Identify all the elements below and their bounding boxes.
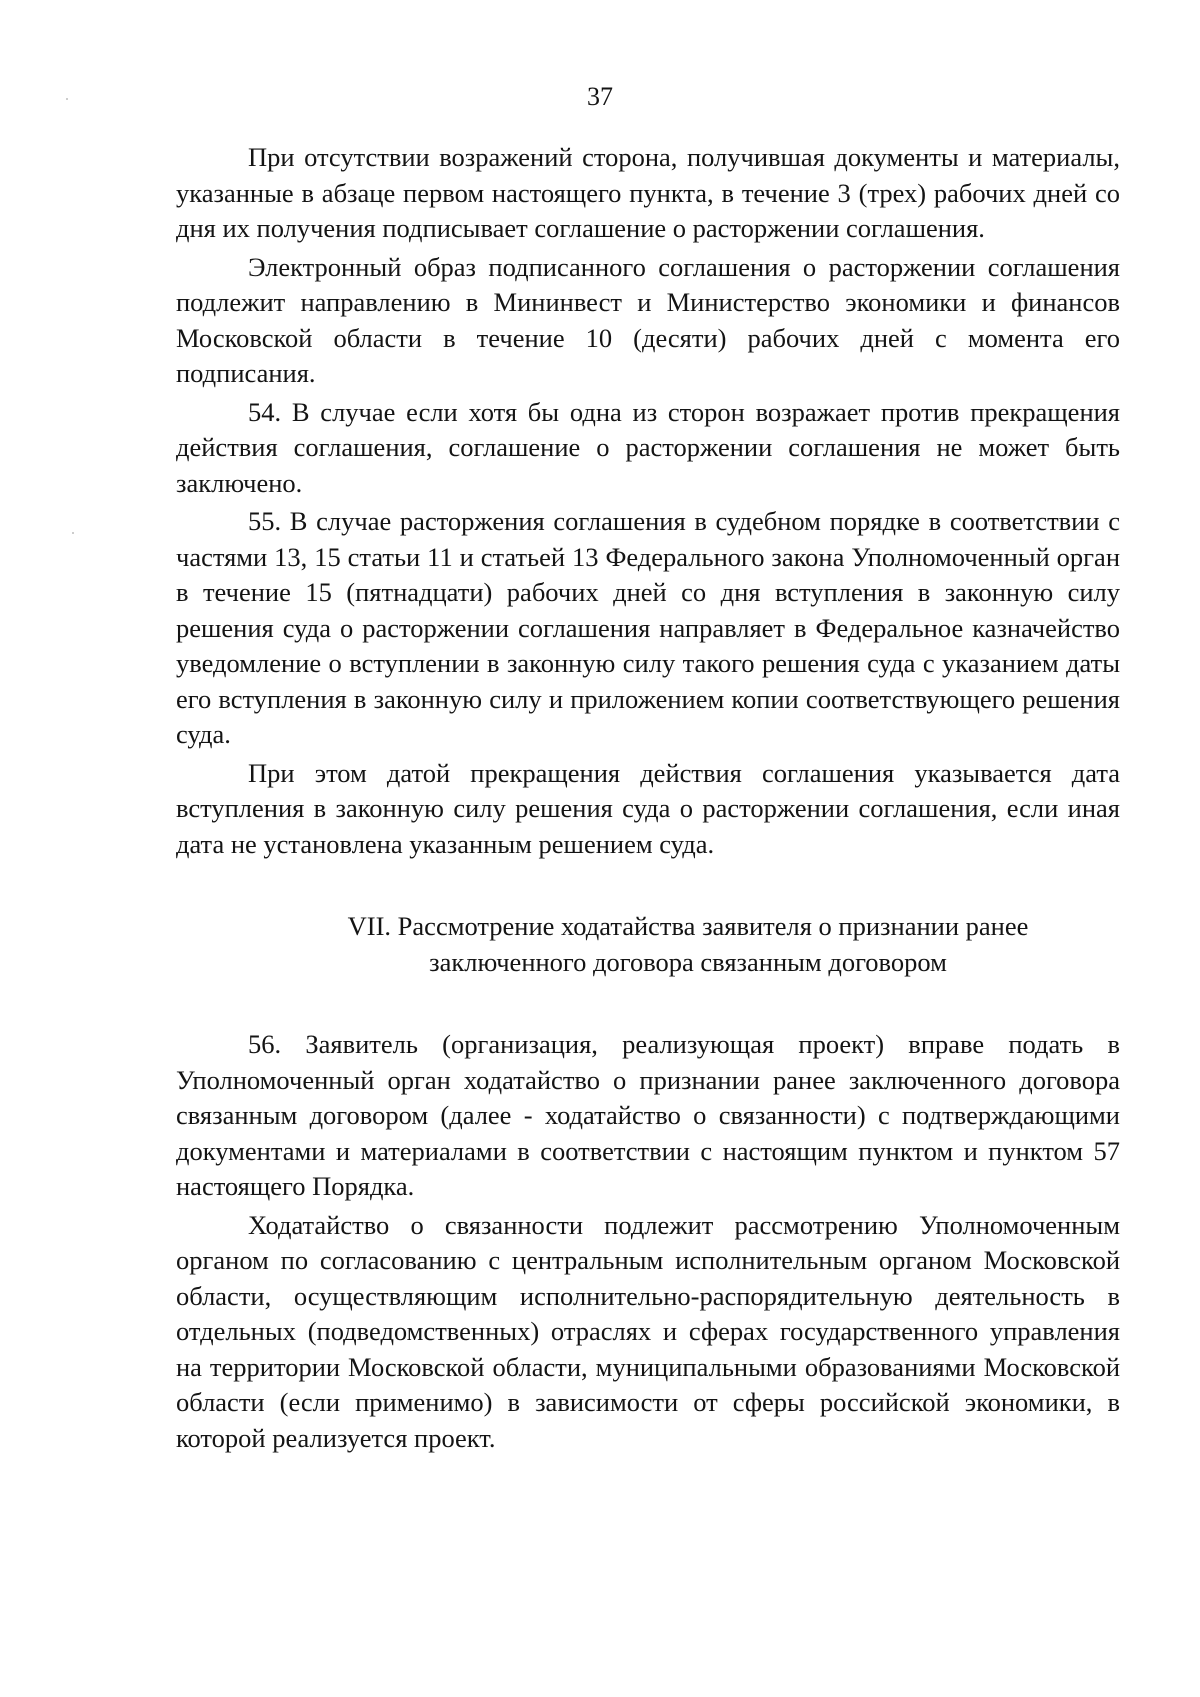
paragraph: 54. В случае если хотя бы одна из сторон возражает против прекращения действия соглашения, соглашение о расторжении соглашения не может быть заключено.: [176, 396, 1120, 498]
paragraph: 55. В случае расторжения соглашения в судебном порядке в соответствии с частями 13, 15 статьи 11 и статьей 13 Федерального закона Уполномоченный орган в течение 15 (пятнадцати) рабочих дней со дня вступления в законную силу решения суда о расторжении соглашения направляет в Федеральное казначейство уведомление о вступлении в законную силу такого решения суда с указанием даты его вступления в законную силу и приложением копии соответствующего решения суда.: [176, 506, 1120, 749]
section-heading-line: VII. Рассмотрение ходатайства заявителя о признании ранее: [347, 911, 1029, 941]
page-number: 37: [587, 82, 613, 111]
document-body: [176, 140, 1120, 1456]
paragraph: Ходатайство о связанности подлежит рассмотрению Уполномоченным органом по согласованию с центральным исполнительным органом Московской области, осуществляющим исполнительно-распорядительную деятельность в отдельных (подведомственных) отраслях и сферах государственного управления на территории Московской области, муниципальными образованиями Московской области (если применимо) в зависимости от сферы российской экономики, в которой реализуется проект.: [176, 1209, 1120, 1453]
scan-artifact-dot: [72, 532, 74, 534]
section-heading-line: заключенного договора связанным договором: [429, 946, 947, 977]
paragraph: При отсутствии возражений сторона, получившая документы и материалы, указанные в абзаце первом настоящего пункта, в течение 3 (трех) рабочих дней со дня их получения подписывает соглашение о расторжении соглашения.: [176, 142, 1120, 243]
paragraph: 56. Заявитель (организация, реализующая проект) вправе подать в Уполномоченный орган ходатайство о признании ранее заключенного договора связанным договором (далее - ходатайство о связанности) с подтверждающими документами и материалами в соответствии с настоящим пунктом и пунктом 57 настоящего Порядка.: [176, 1029, 1120, 1201]
section-heading: [176, 909, 1120, 980]
scan-artifact-dot: [66, 98, 68, 100]
paragraph: При этом датой прекращения действия соглашения указывается дата вступления в законную силу решения суда о расторжении соглашения, если иная дата не установлена указанным решением суда.: [176, 757, 1120, 859]
paragraph: Электронный образ подписанного соглашения о расторжении соглашения подлежит направлению в Мининвест и Министерство экономики и финансов Московской области в течение 10 (десяти) рабочих дней с момента его подписания.: [176, 251, 1120, 388]
